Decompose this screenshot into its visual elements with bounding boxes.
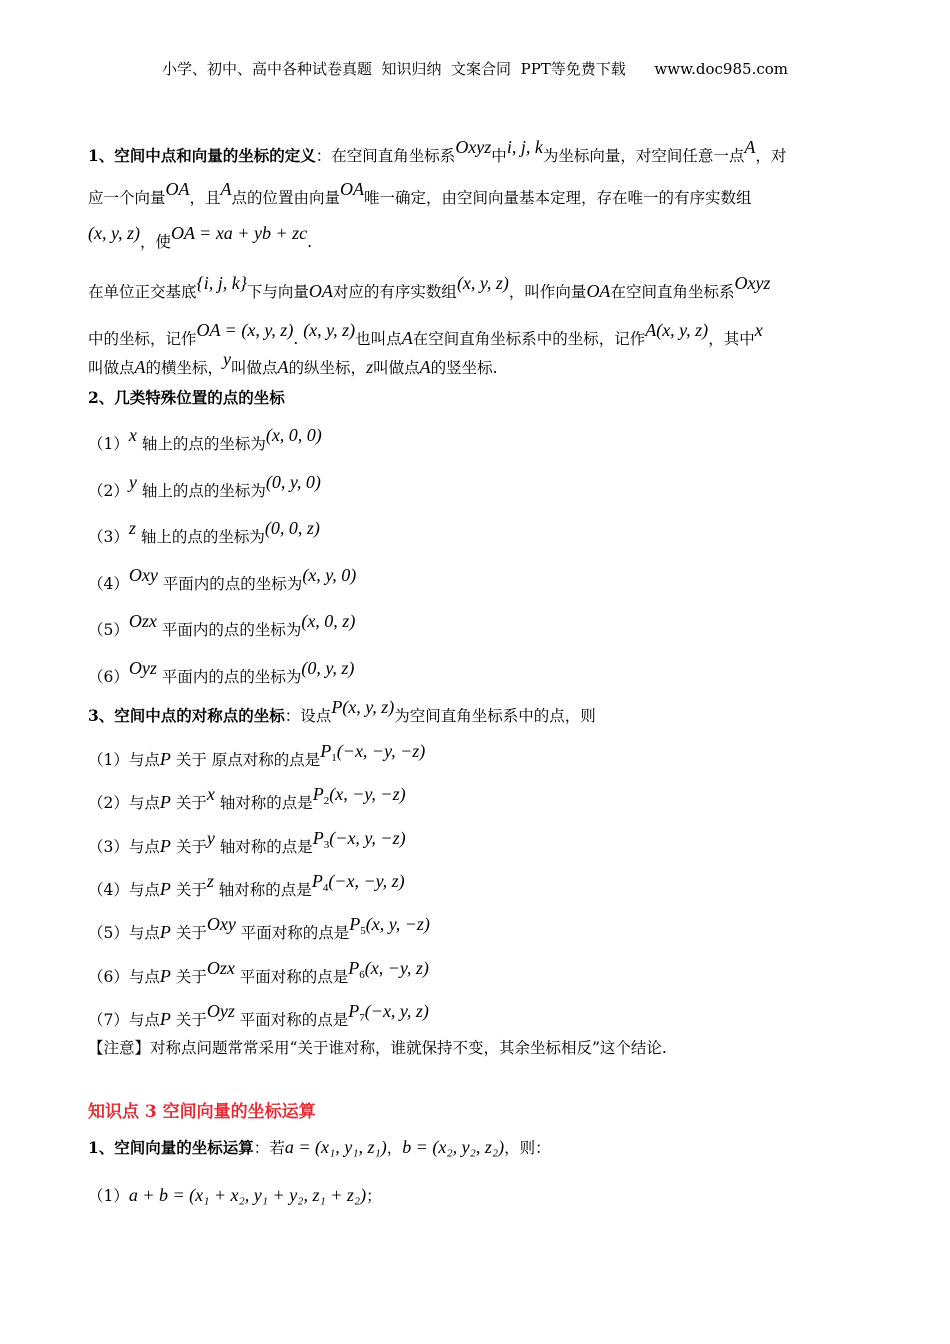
knowledge-point-3-heading: 知识点 3 空间向量的坐标运算 (88, 1102, 316, 1122)
kp3-line1: 1、空间向量的坐标运算：若a = (x₁, y₁, z₁)，b = (x₂, y₂, z₂)，则： (88, 1137, 551, 1157)
symmetric-point-item: （7）与点P 关于Oyz 平面对称的点是$P_7(-x$, y, z) (88, 1000, 429, 1029)
section3-title: 3、空间中点的对称点的坐标 (88, 706, 285, 725)
kp3-title: 1、空间向量的坐标运算 (88, 1138, 254, 1157)
para2-line2: 中的坐标，记作OA = (x, y, z). (x, y, z)也叫点A在空间直角坐标系中的坐标，记作A(x, y, z)，其中x (88, 320, 763, 348)
para1-line3: (x, y, z)，使OA = xa + yb + zc. (88, 223, 313, 251)
symmetric-point-item: （2）与点P 关于x 轴对称的点是$P_2(x$, −y, −z) (88, 784, 406, 813)
symmetric-point-item: （6）与点P 关于Ozx 平面对称的点是$P_6(x$, −y, z) (88, 957, 429, 986)
symmetric-point-item: （4）与点P 关于z 轴对称的点是$P_4(-x$, −y, z) (88, 870, 405, 899)
section3-intro: 3、空间中点的对称点的坐标：设点P(x, y, z)为空间直角坐标系中的点，则 (88, 697, 596, 725)
page-header: 小学、初中、高中各种试卷真题 知识归纳 文案合同 PPT等免费下载 www.doc985.com (161, 60, 788, 78)
para2-line3: 叫做点A的横坐标，y叫做点A的纵坐标，z叫做点A的竖坐标. (88, 349, 498, 377)
symmetric-point-item: （3）与点P 关于y 轴对称的点是$P_3(-x$, y, −z) (88, 827, 406, 856)
para1-line1: 1、空间中点和向量的坐标的定义：在空间直角坐标系Oxyz中i, j, k为坐标向量，对空间任意一点A，对 (88, 137, 787, 165)
section1-title: 1、空间中点和向量的坐标的定义 (88, 146, 316, 165)
para2-line1: 在单位正交基底{i, j, k}下与向量OA对应的有序实数组(x, y, z)，叫作向量OA在空间直角坐标系Oxyz (88, 273, 771, 301)
special-position-item: （6）Oyz 平面内的点的坐标为(0, y, z) (88, 657, 355, 686)
special-position-item: （4）Oxy 平面内的点的坐标为(x, y, 0) (88, 564, 357, 593)
special-position-item: （3）z 轴上的点的坐标为(0, 0, z) (88, 518, 320, 546)
special-position-item: （2）y 轴上的点的坐标为(0, y, 0) (88, 471, 321, 500)
note: 【注意】对称点问题常常采用“关于谁对称，谁就保持不变，其余坐标相反”这个结论. (88, 1039, 667, 1057)
special-position-item: （1）x 轴上的点的坐标为(x, 0, 0) (88, 425, 322, 453)
kp3-item1: （1）a + b = (x₁ + x₂, y₁ + y₂, z₁ + z₂)； (88, 1185, 382, 1205)
para1-line2: 应一个向量OA，且A点的位置由向量OA唯一确定，由空间向量基本定理，存在唯一的有序实数组 (88, 179, 752, 207)
special-position-item: （5）Ozx 平面内的点的坐标为(x, 0, z) (88, 611, 356, 639)
symmetric-point-item: （5）与点P 关于Oxy 平面对称的点是$P_5(x$, y, −z) (88, 914, 430, 943)
section2-title: 2、几类特殊位置的点的坐标 (88, 388, 285, 407)
symmetric-point-item: （1）与点P 关于 原点对称的点是$P_1(-x$, −y, −z) (88, 741, 426, 769)
